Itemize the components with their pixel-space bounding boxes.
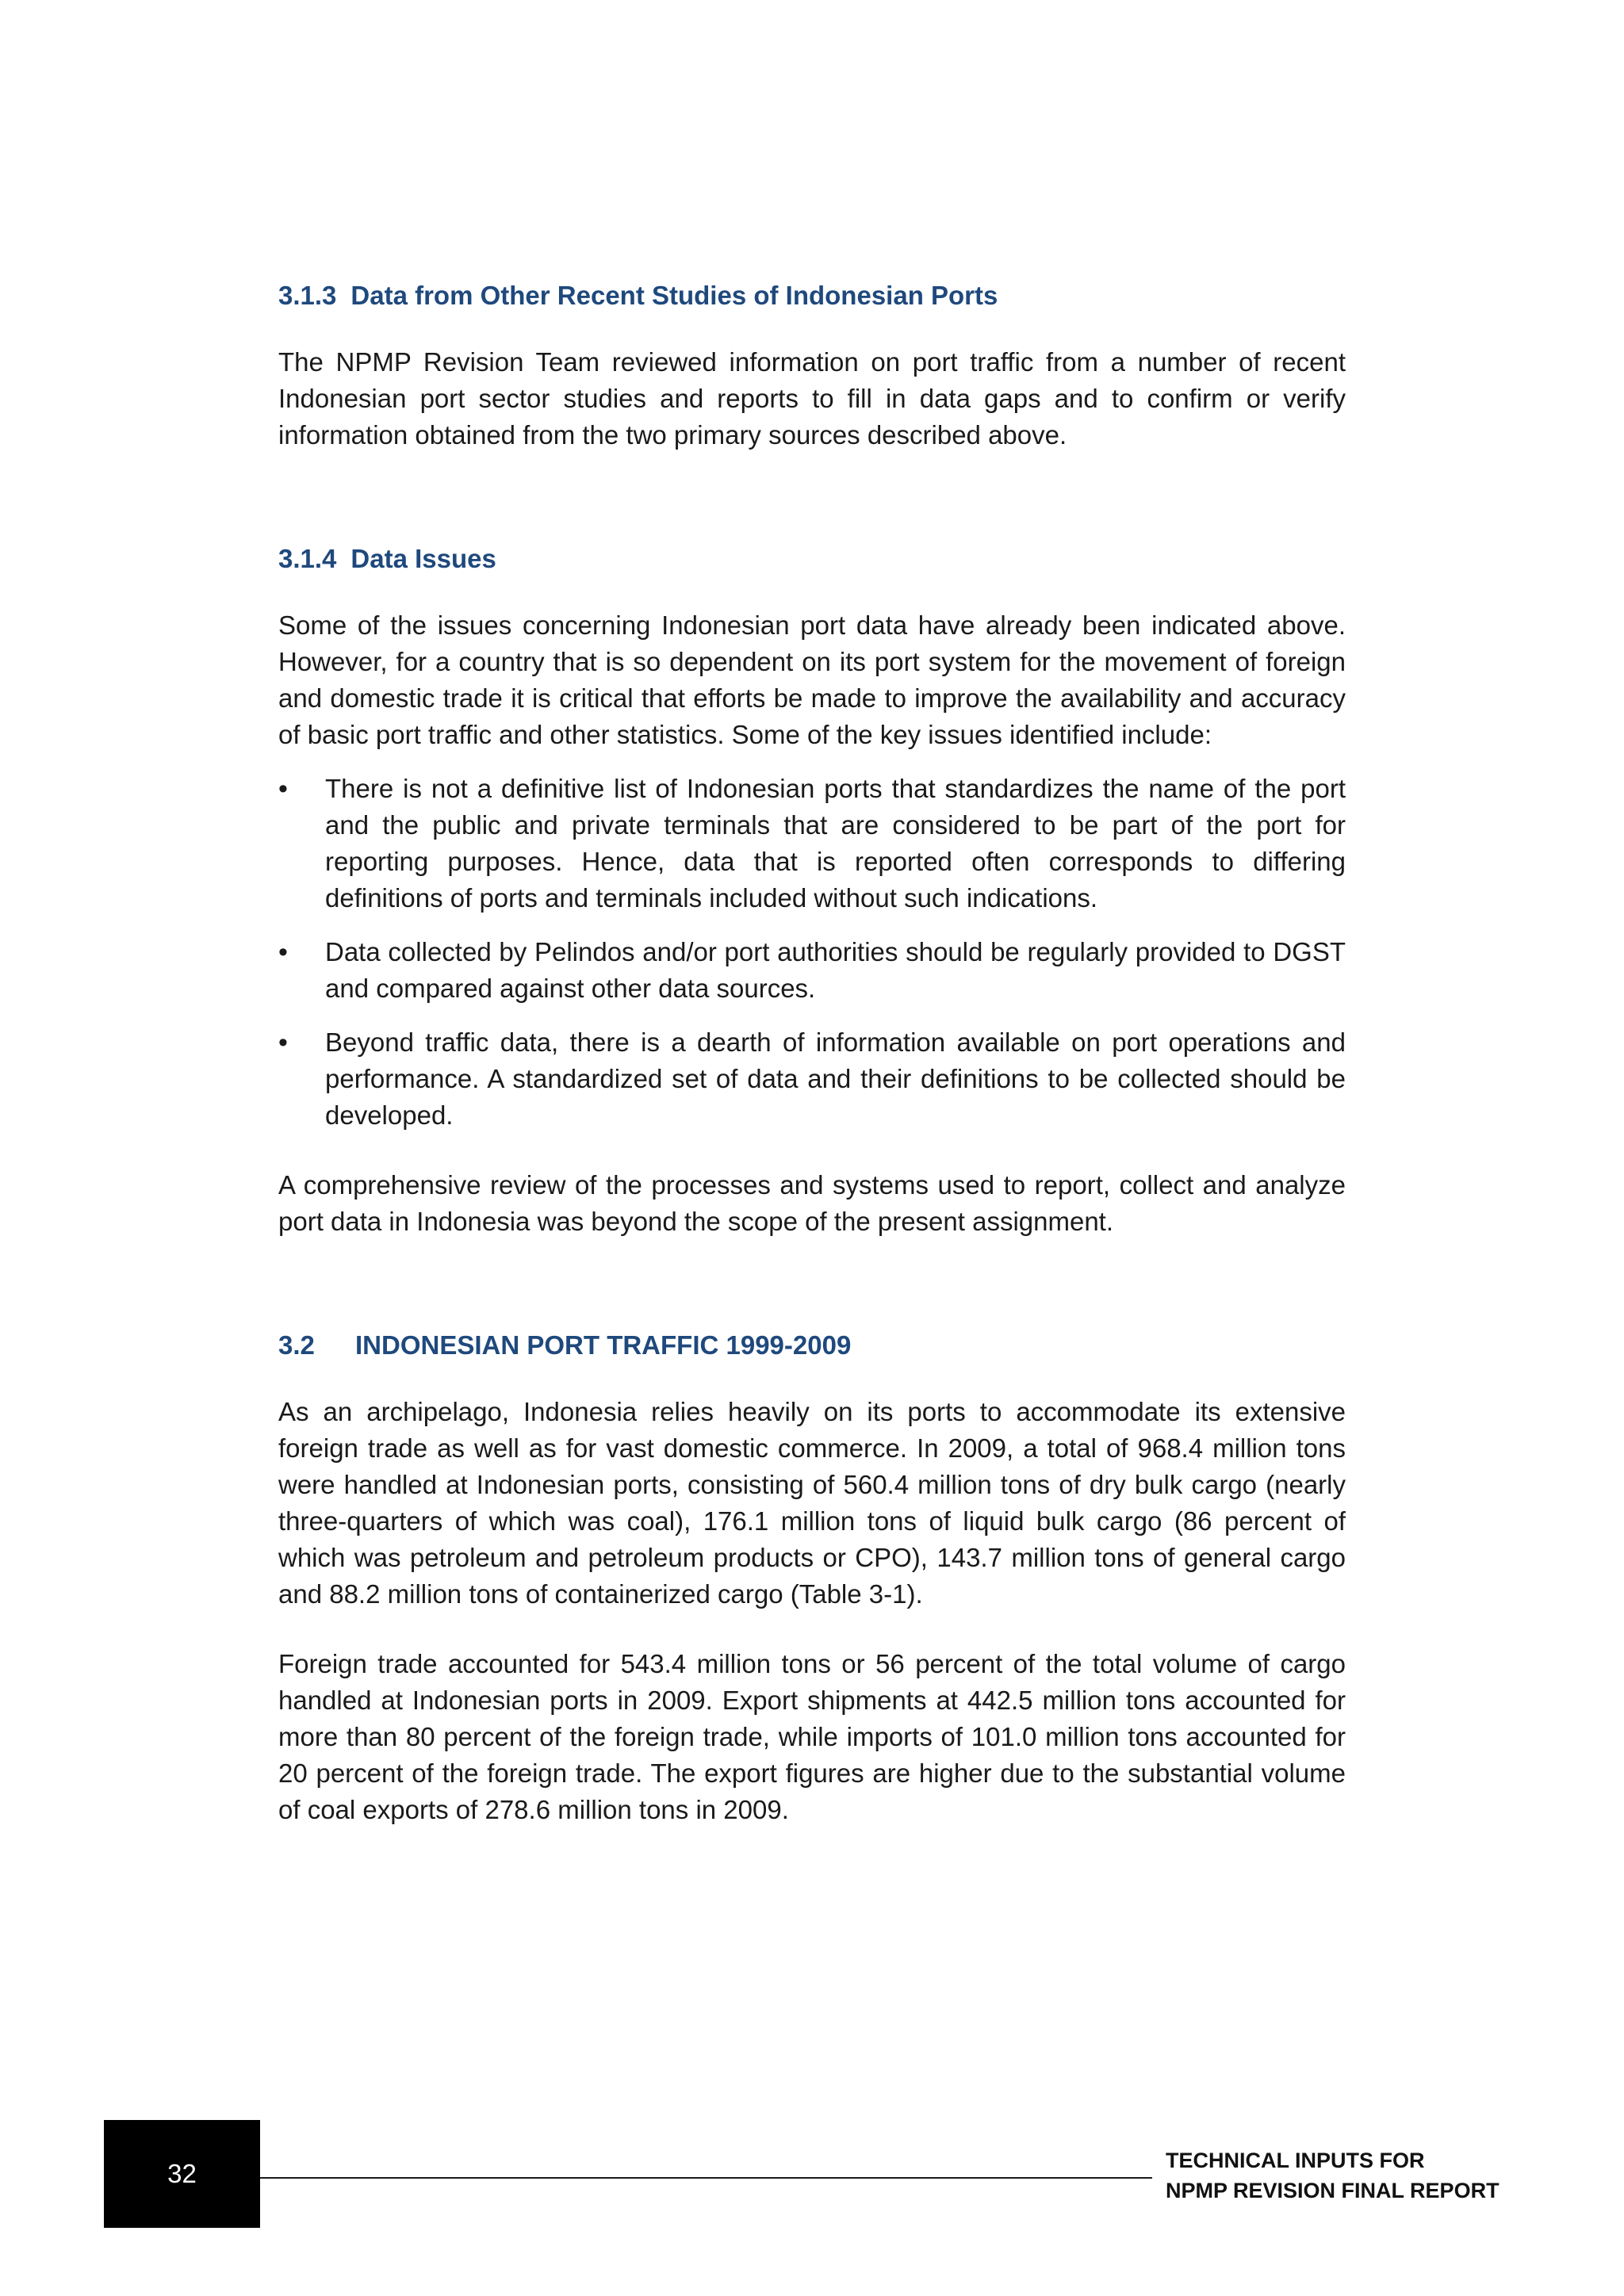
list-item-text: There is not a definitive list of Indonesian ports that standardizes the name of the port and the public and private terminals that are considered to be part of the port for reporting purposes. Hence, data that is reported often corresponds to differing definitions of ports and terminals included without such indications. [325,774,1346,913]
bullet-icon: • [278,1027,288,1058]
footer-title-line: NPMP REVISION FINAL REPORT [1166,2179,1500,2202]
page-number-box [104,2120,260,2228]
section-heading-3-1-3 [278,277,1346,314]
footer-divider [260,2177,1152,2179]
page-number: 32 [167,2159,197,2188]
section-closing-paragraph: A comprehensive review of the processes and systems used to report, collect and analyze port data in Indonesia was beyond the scope of the present assignment. [278,1170,1346,1236]
section-paragraph: The NPMP Revision Team reviewed information on port traffic from a number of recent Indonesian port sector studies and reports to fill in data gaps and to confirm or verify information obtained from the two primary sources described above. [278,347,1346,450]
section-title: INDONESIAN PORT TRAFFIC 1999-2009 [355,1330,852,1360]
section-number: 3.1.4 [278,544,337,573]
list-item-text: Data collected by Pelindos and/or port authorities should be regularly provided to DGST and compared against other data sources. [325,937,1346,1003]
page-body [278,277,1346,1846]
section-title: Data Issues [350,544,496,573]
section-number: 3.2 [278,1330,315,1360]
list-item-text: Beyond traffic data, there is a dearth of information available on port operations and performance. A standardized set of data and their definitions to be collected should be developed. [325,1027,1346,1130]
section-title: Data from Other Recent Studies of Indonesian Ports [350,281,998,310]
section-heading-3-2 [278,1327,1346,1364]
footer-report-title [1166,2145,1500,2206]
list-item [278,934,1346,1007]
list-item [278,771,1346,916]
section-intro-paragraph: Some of the issues concerning Indonesian port data have already been indicated above. However, for a country that is so dependent on its port system for the movement of foreign and domestic trade it is critical that efforts be made to improve the availability and accuracy of basic port traffic and other statistics. Some of the key issues identified include: [278,610,1346,749]
section-number: 3.1.3 [278,281,337,310]
section-paragraph: As an archipelago, Indonesia relies heavily on its ports to accommodate its extensive foreign trade as well as for vast domestic commerce. In 2009, a total of 968.4 million tons were handled at Indonesian ports, consisting of 560.4 million tons of dry bulk cargo (nearly three-quarters of which was coal), 176.1 million tons of liquid bulk cargo (86 percent of which was petroleum and petroleum products or CPO), 143.7 million tons of general cargo and 88.2 million tons of containerized cargo (Table 3-1). [278,1397,1346,1609]
footer-title-line: TECHNICAL INPUTS FOR [1166,2149,1425,2172]
section-paragraph: Foreign trade accounted for 543.4 million tons or 56 percent of the total volume of cargo handled at Indonesian ports in 2009. Export shipments at 442.5 million tons accounted for more than 80 percent of the foreign trade, while imports of 101.0 million tons accounted for 20 percent of the foreign trade. The export figures are higher due to the substantial volume of coal exports of 278.6 million tons in 2009. [278,1649,1346,1824]
issues-bullet-list [278,771,1346,1134]
list-item [278,1024,1346,1134]
bullet-icon: • [278,937,288,967]
section-heading-3-1-4 [278,541,1346,577]
bullet-icon: • [278,774,288,804]
